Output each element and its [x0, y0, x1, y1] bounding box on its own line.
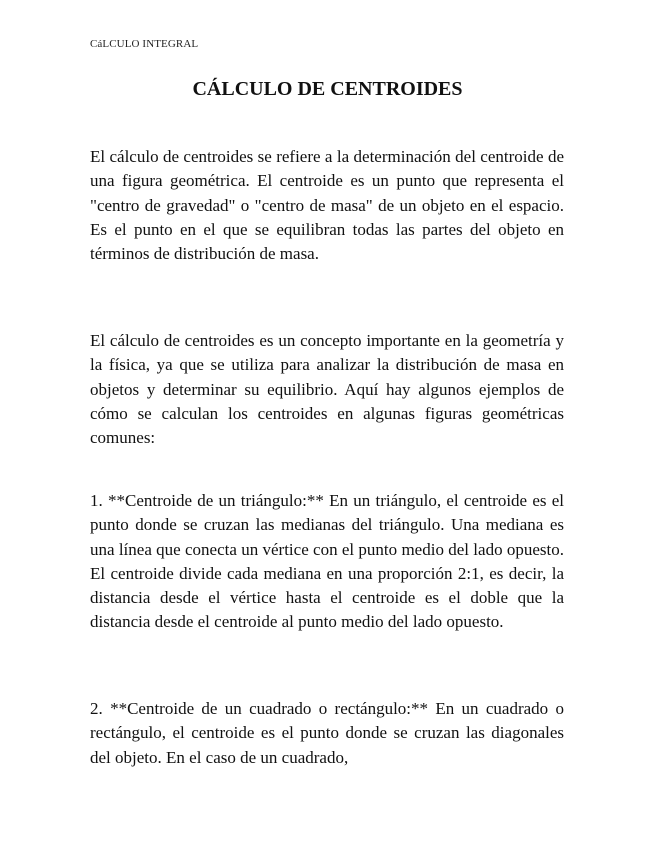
- running-header: CáLCULO INTEGRAL: [90, 38, 199, 50]
- paragraph-importance: El cálculo de centroides es un concepto importante en la geometría y la física, ya que se utiliza para analizar la distribución de masa en objetos y determinar su equilibrio. Aquí hay algunos ejemplos de cómo se calculan los centroides en algunas figuras geométricas comunes:: [90, 331, 564, 448]
- paragraph-intro: El cálculo de centroides se refiere a la determinación del centroide de una figura geométrica. El centroide es un punto que representa el "centro de gravedad" o "centro de masa" de un objeto en el espacio. Es el punto en el que se equilibran todas las partes del objeto en términos de distribución de masa.: [90, 147, 564, 264]
- paragraph-rectangle-centroid: 2. **Centroide de un cuadrado o rectángulo:** En un cuadrado o rectángulo, el centroide es el punto donde se cruzan las diagonales del objeto. En el caso de un cuadrado,: [90, 699, 564, 767]
- page-title: CÁLCULO DE CENTROIDES: [192, 78, 463, 100]
- paragraph-triangle-centroid: 1. **Centroide de un triángulo:** En un triángulo, el centroide es el punto donde se cruzan las medianas del triángulo. Una mediana es una línea que conecta un vértice con el punto medio del lado opuesto. El centroide divide cada mediana en una proporción 2:1, es decir, la distancia desde el vértice hasta el centroide es el doble que la distancia desde el centroide al punto medio del lado opuesto.: [90, 491, 564, 632]
